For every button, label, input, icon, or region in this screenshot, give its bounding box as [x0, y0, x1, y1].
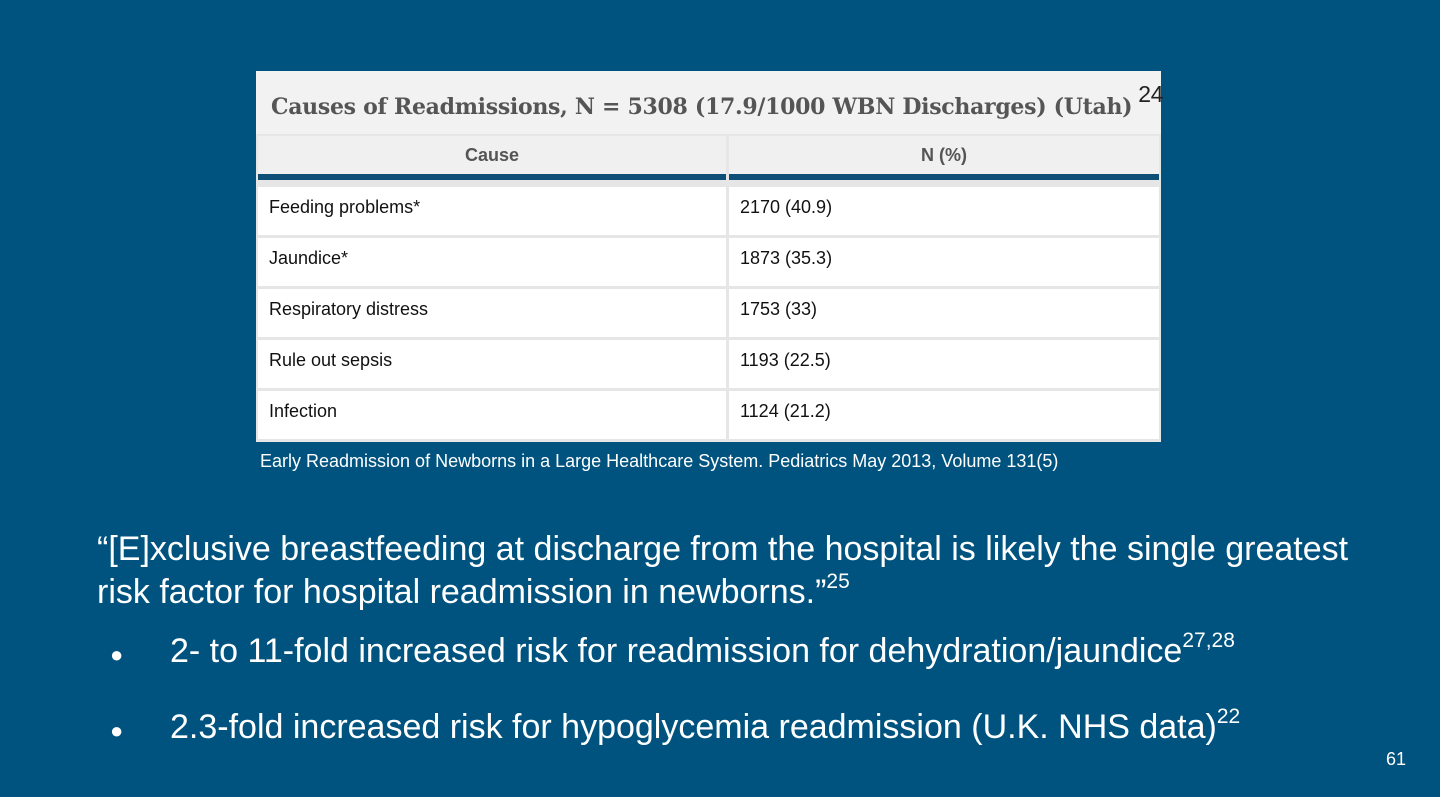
bullet-text-content: 2- to 11-fold increased risk for readmission for dehydration/jaundice	[170, 632, 1183, 670]
cell-value: 1124 (21.2)	[729, 391, 1159, 439]
quote-reference: 25	[826, 569, 850, 593]
table-row	[258, 340, 1159, 388]
cell-cause: Feeding problems*	[258, 187, 726, 235]
table-row	[258, 187, 1159, 235]
cell-value: 1193 (22.5)	[729, 340, 1159, 388]
cell-cause: Jaundice*	[258, 238, 726, 286]
bullet-item-dehydration	[110, 628, 1235, 671]
bullet-text-content: 2.3-fold increased risk for hypoglycemia readmission (U.K. NHS data)	[170, 708, 1217, 746]
table-row	[258, 289, 1159, 337]
table-title	[256, 71, 1164, 134]
bullet-text	[170, 628, 1235, 671]
bullet-reference: 27,28	[1182, 628, 1235, 652]
slide-page-number: 61	[1385, 749, 1406, 769]
header-n-percent: N (%)	[729, 136, 1159, 180]
header-cause: Cause	[258, 136, 726, 180]
cell-cause: Infection	[258, 391, 726, 439]
bullet-icon: ●	[110, 642, 124, 667]
readmissions-table	[256, 71, 1164, 442]
quote-text: “[E]xclusive breastfeeding at discharge from the hospital is likely the single greatest risk factor for hospital readmission in newborns.”	[97, 530, 1349, 611]
table-title-text: Causes of Readmissions, N = 5308 (17.9/1000 WBN Discharges) (Utah)	[271, 94, 1133, 120]
table-header-row	[258, 136, 1159, 180]
cell-cause: Rule out sepsis	[258, 340, 726, 388]
bullet-reference: 22	[1216, 704, 1241, 728]
cell-cause: Respiratory distress	[258, 289, 726, 337]
table-body	[258, 187, 1159, 442]
bullet-item-hypoglycemia	[110, 704, 1241, 747]
table-row	[258, 391, 1159, 439]
bullet-icon: ●	[110, 718, 124, 743]
cell-value: 2170 (40.9)	[729, 187, 1159, 235]
cell-value: 1753 (33)	[729, 289, 1159, 337]
breastfeeding-quote	[97, 528, 1357, 614]
bullet-text	[170, 704, 1241, 747]
cell-value: 1873 (35.3)	[729, 238, 1159, 286]
table-title-reference: 24	[1138, 81, 1164, 107]
table-citation: Early Readmission of Newborns in a Large Healthcare System. Pediatrics May 2013, Volume 131(5)	[260, 451, 1059, 471]
table-row	[258, 238, 1159, 286]
